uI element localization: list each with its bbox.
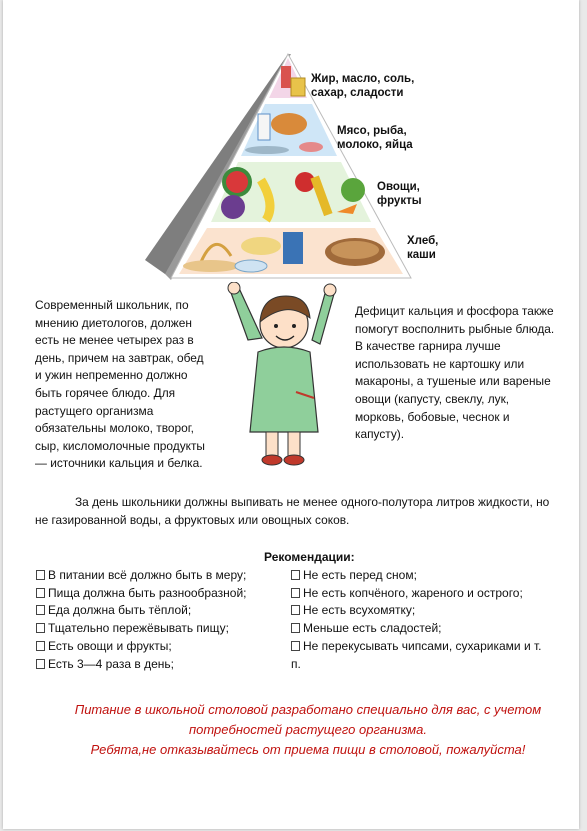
left-eye xyxy=(274,324,278,328)
oil-bottle xyxy=(281,66,291,88)
chicken xyxy=(271,113,307,135)
list-item-text: Пища должна быть разнообразной; xyxy=(48,585,247,600)
list-item xyxy=(36,656,276,674)
right-hand xyxy=(324,284,336,296)
right-leg xyxy=(288,432,300,456)
list-item xyxy=(36,602,276,620)
bullet-icon xyxy=(36,641,45,651)
list-item-text: Есть 3—4 раза в день; xyxy=(48,656,174,671)
watermelon-flesh xyxy=(226,171,248,193)
child-drawing xyxy=(208,282,353,467)
list-item-text: Тщательно пережёвывать пищу; xyxy=(48,621,229,636)
right-arm xyxy=(312,290,334,344)
list-item xyxy=(36,567,276,585)
baguette xyxy=(183,260,239,272)
fish xyxy=(245,146,289,154)
right-shoe xyxy=(284,455,304,465)
meat xyxy=(299,142,323,152)
paragraph-right: Дефицит кальция и фосфора также помогут восполнить рыбные блюда. В качестве гарнира лучше использовать не картошку или макароны, а тушеные или вареные овощи (капусту, свеклу, лук, морковь, бобовые, чеснок и капусту). xyxy=(355,304,555,442)
paragraph-left: Современный школьник, по мнению диетологов, должен есть не менее четырех раз в день, причем на завтрак, обед и ужин непременно должно быть горячее блюдо. Для растущего организма обязательны молоко, творог, сыр, кисломолочные продукты — источники кальция и белка. xyxy=(35,298,205,471)
cereal-box xyxy=(283,232,303,264)
bullet-icon xyxy=(291,570,300,580)
bullet-icon xyxy=(36,623,45,633)
butter-pack xyxy=(291,78,305,96)
closing-line-2: Ребята,не отказывайтесь от приема пищи в столовой, пожалуйста! xyxy=(90,742,526,757)
list-item xyxy=(291,567,553,585)
bullet-icon xyxy=(36,659,45,669)
pyramid-label-sweets: Жир, масло, соль, сахар, сладости xyxy=(311,73,415,99)
closing-line-1: Питание в школьной столовой разработано специально для вас, с учетом потребностей растущего организма. xyxy=(74,702,542,737)
list-item xyxy=(291,585,553,603)
recommendations-list-right xyxy=(291,567,553,673)
recommendations-title: Рекомендации: xyxy=(264,550,355,564)
grapes xyxy=(221,195,245,219)
child-illustration xyxy=(208,282,353,467)
list-item xyxy=(291,602,553,620)
list-item-text: Меньше есть сладостей; xyxy=(303,621,442,636)
food-pyramid xyxy=(141,52,451,287)
bullet-icon xyxy=(291,623,300,633)
milk-carton xyxy=(258,114,270,140)
left-shoe xyxy=(262,455,282,465)
list-item xyxy=(291,638,553,673)
list-item-text: Есть овощи и фрукты; xyxy=(48,638,172,653)
bullet-icon xyxy=(291,588,300,598)
closing-note xyxy=(63,700,553,760)
bullet-icon xyxy=(36,605,45,615)
pyramid-label-protein: Мясо, рыба, молоко, яйца xyxy=(337,125,413,151)
list-item-text: Не есть копчёного, жареного и острого; xyxy=(303,585,523,600)
pasta xyxy=(241,237,281,255)
pyramid-label-grains: Хлеб, каши xyxy=(407,235,439,261)
list-item-text: Еда должна быть тёплой; xyxy=(48,603,192,618)
list-item-text: Не есть всухомятку; xyxy=(303,603,416,618)
cabbage xyxy=(341,178,365,202)
sweater xyxy=(250,347,318,432)
list-item-text: Не есть перед сном; xyxy=(303,568,417,582)
pyramid-label-vegetables: Овощи, фрукты xyxy=(377,181,422,207)
list-item xyxy=(36,620,276,638)
list-item xyxy=(36,638,276,656)
paragraph-fluids: За день школьники должны выпивать не менее одного-полутора литров жидкости, но не газированной воды, а фруктовых или овощных соков. xyxy=(35,495,550,527)
list-item-text: Не перекусывать чипсами, сухариками и т. п. xyxy=(291,638,542,671)
bullet-icon xyxy=(36,588,45,598)
left-leg xyxy=(266,432,278,456)
bread-crust xyxy=(331,241,379,259)
bowl xyxy=(235,260,267,272)
list-item xyxy=(36,585,276,603)
recommendations-list-left xyxy=(36,567,276,673)
list-item xyxy=(291,620,553,638)
bullet-icon xyxy=(36,570,45,580)
page xyxy=(3,0,579,829)
bullet-icon xyxy=(291,605,300,615)
bullet-icon xyxy=(291,641,300,651)
list-item-text: В питании всё должно быть в меру; xyxy=(48,568,247,582)
left-hand xyxy=(228,282,240,294)
right-eye xyxy=(292,324,296,328)
